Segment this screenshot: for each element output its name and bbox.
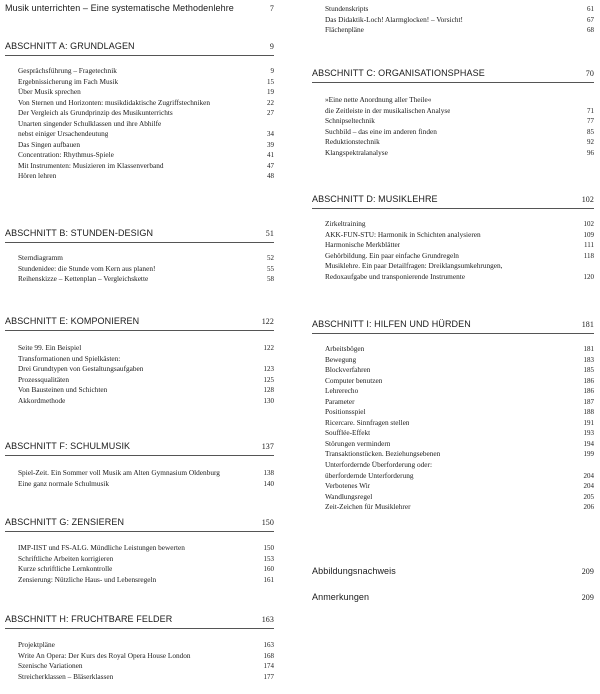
toc-entry <box>312 502 594 513</box>
entry-page: 160 <box>263 565 274 574</box>
entry-title: Projektpläne <box>18 640 55 649</box>
section-e-entries <box>5 343 274 406</box>
entry-title: Gesprächsführung – Fragetechnik <box>18 66 117 75</box>
entry-title: Bewegung <box>325 354 357 364</box>
entry-title: Seite 99. Ein Beispiel <box>18 343 82 352</box>
entry-title: Suchbild – das eine im anderen finden <box>325 126 437 136</box>
section-g-entries <box>5 543 274 585</box>
toc-entry <box>312 272 594 283</box>
tail-title: Abbildungsnachweis <box>312 566 396 576</box>
abbildungsnachweis-entry <box>312 566 594 580</box>
entry-title: »Eine nette Anordnung aller Theile« <box>325 95 432 104</box>
toc-entry <box>5 479 274 490</box>
entry-page: 123 <box>263 365 274 374</box>
entry-title: Schnipseltechnik <box>325 116 375 126</box>
entry-title: Reduktionstechnik <box>325 137 380 147</box>
toc-entry <box>312 25 594 36</box>
entry-page: 118 <box>583 251 594 260</box>
toc-entry <box>5 672 274 683</box>
entry-page: 168 <box>263 651 274 660</box>
entry-title: Klangspektralanalyse <box>325 147 388 157</box>
toc-entry <box>312 127 594 138</box>
toc-entry <box>312 344 594 355</box>
entry-title: Positionsspiel <box>325 407 366 417</box>
toc-entry <box>5 129 274 140</box>
tail-page: 209 <box>581 593 594 602</box>
toc-entry <box>5 98 274 109</box>
entry-page: 204 <box>583 482 594 491</box>
toc-entry <box>312 95 594 106</box>
entry-title: Redoxaufgabe und transponierende Instrumente <box>325 271 466 281</box>
entry-title: Szenische Variationen <box>18 661 83 671</box>
entry-title: Von Sternen und Horizonten: musikdidaktische Zugriffstechniken <box>18 97 211 107</box>
entry-title: Unterfordernde Überforderung oder: <box>325 460 432 470</box>
entry-title: Zensierung: Nützliche Haus- und Lebensregeln <box>18 574 157 584</box>
section-page: 150 <box>261 518 274 527</box>
toc-entry <box>312 428 594 439</box>
entry-title: Von Bausteinen und Schichten <box>18 385 108 395</box>
entry-title: Flächenpläne <box>325 25 364 35</box>
toc-entry <box>312 355 594 366</box>
entry-page: 48 <box>267 172 274 181</box>
entry-title: Stundenskripts <box>325 4 369 13</box>
entry-page: 163 <box>263 641 274 649</box>
entry-page: 67 <box>587 15 594 24</box>
section-page: 163 <box>261 615 274 624</box>
section-heading-e <box>5 316 274 331</box>
toc-entry <box>312 481 594 492</box>
entry-page: 187 <box>583 397 594 406</box>
toc-entry <box>5 274 274 285</box>
section-h-entries <box>5 640 274 682</box>
section-heading-a <box>5 41 274 56</box>
toc-entry <box>312 449 594 460</box>
toc-entry <box>5 554 274 565</box>
entry-page: 191 <box>583 418 594 427</box>
toc-entry <box>312 492 594 503</box>
entry-title: Concentration: Rhythmus-Spiele <box>18 150 114 160</box>
toc-entry <box>5 651 274 662</box>
section-title: ABSCHNITT C: ORGANISATIONSPHASE <box>312 68 485 78</box>
section-f-entries <box>5 468 274 489</box>
toc-entry <box>312 230 594 241</box>
toc-entry <box>312 137 594 148</box>
entry-page: 55 <box>267 264 274 273</box>
entry-title: Zeit-Zeichen für Musiklehrer <box>325 502 411 512</box>
section-heading-i <box>312 319 594 334</box>
entry-title: Gehörbildung. Ein paar einfache Grundregeln <box>325 250 459 260</box>
entry-title: Das Didaktik-Loch! Alarmglocken! – Vorsicht! <box>325 14 463 24</box>
toc-entry <box>312 407 594 418</box>
toc-entry <box>5 661 274 672</box>
entry-title: Sterndiagramm <box>18 253 63 262</box>
entry-page: 27 <box>267 109 274 118</box>
continued-entries <box>312 4 594 36</box>
entry-page: 183 <box>583 355 594 364</box>
entry-title: Eine ganz normale Schulmusik <box>18 478 109 488</box>
entry-page: 15 <box>267 77 274 86</box>
section-heading-d <box>312 194 594 209</box>
entry-page: 68 <box>587 26 594 35</box>
entry-page: 188 <box>583 408 594 417</box>
entry-page: 185 <box>583 366 594 375</box>
anmerkungen-entry <box>312 592 594 606</box>
entry-title: Blockverfahren <box>325 365 371 375</box>
toc-entry <box>312 471 594 482</box>
section-heading-g <box>5 517 274 532</box>
entry-page: 130 <box>263 396 274 405</box>
toc-entry <box>312 116 594 127</box>
toc-entry <box>5 87 274 98</box>
toc-entry <box>5 77 274 88</box>
entry-page: 186 <box>583 387 594 396</box>
toc-entry <box>5 375 274 386</box>
entry-page: 186 <box>583 376 594 385</box>
toc-entry <box>5 343 274 354</box>
toc-entry <box>312 106 594 117</box>
toc-entry <box>312 15 594 26</box>
toc-entry <box>5 468 274 479</box>
entry-page: 205 <box>583 492 594 501</box>
entry-page: 39 <box>267 140 274 149</box>
section-title: ABSCHNITT I: HILFEN UND HÜRDEN <box>312 319 471 329</box>
section-title: ABSCHNITT G: ZENSIEREN <box>5 517 125 527</box>
toc-entry <box>312 251 594 262</box>
entry-title: Akkordmethode <box>18 395 66 405</box>
entry-page: 22 <box>267 98 274 107</box>
entry-title: Schriftliche Arbeiten korrigieren <box>18 553 114 563</box>
entry-page: 102 <box>583 220 594 228</box>
entry-title: die Zeitleiste in der musikalischen Analyse <box>325 105 451 115</box>
toc-top-entry <box>5 3 274 17</box>
entry-title: Parameter <box>325 396 355 406</box>
entry-page: 58 <box>267 275 274 284</box>
entry-title: Zirkeltraining <box>325 219 366 228</box>
toc-entry <box>312 376 594 387</box>
entry-title: nebst einiger Ursachendeutung <box>18 129 109 139</box>
entry-title: Stundenidee: die Stunde vom Kern aus planen! <box>18 263 156 273</box>
entry-title: Verbotenes Wir <box>325 481 371 491</box>
entry-title: überfordernde Unterforderung <box>325 470 414 480</box>
entry-page: 85 <box>587 127 594 136</box>
entry-page: 77 <box>587 117 594 126</box>
entry-title: Kurze schriftliche Lernkontrolle <box>18 564 113 574</box>
entry-page: 206 <box>583 503 594 512</box>
entry-title: Lehrerecho <box>325 386 359 396</box>
entry-page: 181 <box>583 345 594 353</box>
toc-entry <box>5 385 274 396</box>
top-entry-page: 7 <box>269 4 274 13</box>
section-heading-f <box>5 441 274 456</box>
toc-entry <box>312 386 594 397</box>
toc-entry <box>5 119 274 130</box>
toc-entry <box>5 253 274 264</box>
top-entry-title: Musik unterrichten – Eine systematische Methodenlehre <box>5 3 234 13</box>
section-page: 181 <box>581 320 594 329</box>
toc-entry <box>312 397 594 408</box>
entry-page: 140 <box>263 479 274 488</box>
section-page: 9 <box>269 42 274 51</box>
section-page: 70 <box>585 69 594 78</box>
entry-page: 128 <box>263 386 274 395</box>
entry-title: Soufflée-Effekt <box>325 428 371 438</box>
section-heading-h <box>5 614 274 629</box>
entry-title: Spiel-Zeit. Ein Sommer voll Musik am Alten Gymnasium Oldenburg <box>18 468 220 477</box>
toc-entry <box>5 161 274 172</box>
section-a-entries <box>5 66 274 182</box>
section-page: 122 <box>261 317 274 326</box>
entry-page: 9 <box>270 67 274 75</box>
toc-entry <box>312 418 594 429</box>
section-heading-b <box>5 228 274 243</box>
section-page: 102 <box>581 195 594 204</box>
entry-title: IMP-IIST und FS-ALG. Mündliche Leistungen bewerten <box>18 543 185 552</box>
tail-page: 209 <box>581 567 594 576</box>
toc-entry <box>312 219 594 230</box>
toc-entry <box>312 4 594 15</box>
toc-entry <box>312 261 594 272</box>
toc-entry <box>312 460 594 471</box>
section-title: ABSCHNITT E: KOMPONIEREN <box>5 316 140 326</box>
entry-title: Der Vergleich als Grundprinzip des Musikunterrichts <box>18 108 173 118</box>
entry-page: 177 <box>263 672 274 681</box>
toc-entry <box>5 640 274 651</box>
entry-page: 52 <box>267 254 274 262</box>
entry-title: Ergebnissicherung im Fach Musik <box>18 76 119 86</box>
toc-entry <box>5 66 274 77</box>
section-i-entries <box>312 344 594 513</box>
entry-title: Prozessqualitäten <box>18 374 70 384</box>
entry-title: Reihenskizze – Kettenplan – Vergleichskette <box>18 274 149 284</box>
entry-page: 174 <box>263 662 274 671</box>
entry-title: Arbeitsbögen <box>325 344 365 353</box>
toc-entry <box>312 148 594 159</box>
section-c-entries <box>312 95 594 158</box>
entry-title: Computer benutzen <box>325 375 383 385</box>
toc-entry <box>5 396 274 407</box>
entry-title: AKK-FUN-STU: Harmonik in Schichten analysieren <box>325 229 481 239</box>
section-title: ABSCHNITT F: SCHULMUSIK <box>5 441 131 451</box>
entry-page: 47 <box>267 161 274 170</box>
entry-page: 193 <box>583 429 594 438</box>
entry-title: Streicherklassen – Bläserklassen <box>18 671 114 681</box>
toc-entry <box>5 575 274 586</box>
entry-page: 34 <box>267 130 274 139</box>
toc-entry <box>312 365 594 376</box>
toc-entry <box>5 543 274 554</box>
entry-page: 125 <box>263 375 274 384</box>
toc-entry <box>5 150 274 161</box>
toc-entry <box>312 439 594 450</box>
entry-title: Störungen vermindern <box>325 438 391 448</box>
entry-title: Musiklehre. Ein paar Detailfragen: Dreiklangsumkehrungen, <box>325 261 503 271</box>
entry-page: 153 <box>263 554 274 563</box>
entry-title: Wandlungsregel <box>325 491 373 501</box>
entry-page: 92 <box>587 138 594 147</box>
entry-title: Transformationen und Spielkästen: <box>18 353 121 363</box>
toc-entry <box>5 264 274 275</box>
section-title: ABSCHNITT B: STUNDEN-DESIGN <box>5 228 154 238</box>
toc-entry <box>5 140 274 151</box>
toc-entry <box>5 108 274 119</box>
entry-title: Das Singen aufbauen <box>18 139 81 149</box>
entry-title: Hören lehren <box>18 171 57 181</box>
entry-page: 204 <box>583 471 594 480</box>
entry-page: 71 <box>587 106 594 115</box>
entry-page: 109 <box>583 230 594 239</box>
entry-page: 150 <box>263 544 274 552</box>
toc-entry <box>5 171 274 182</box>
section-page: 137 <box>261 442 274 451</box>
tail-title: Anmerkungen <box>312 592 370 602</box>
entry-page: 96 <box>587 148 594 157</box>
entry-title: Mit Instrumenten: Musizieren im Klassenverband <box>18 160 164 170</box>
toc-entry <box>5 564 274 575</box>
section-d-entries <box>312 219 594 282</box>
entry-page: 199 <box>583 450 594 459</box>
entry-page: 111 <box>584 241 594 250</box>
entry-page: 41 <box>267 151 274 160</box>
entry-page: 61 <box>587 5 594 13</box>
entry-title: Harmonische Merkblätter <box>325 240 401 250</box>
entry-title: Write An Opera: Der Kurs des Royal Opera House London <box>18 650 191 660</box>
section-title: ABSCHNITT D: MUSIKLEHRE <box>312 194 438 204</box>
entry-page: 19 <box>267 88 274 97</box>
toc-entry <box>5 364 274 375</box>
entry-title: Transaktionstücken. Beziehungsebenen <box>325 449 441 459</box>
entry-title: Über Musik sprechen <box>18 87 81 97</box>
entry-title: Drei Grundtypen von Gestaltungsaufgaben <box>18 364 144 374</box>
section-title: ABSCHNITT A: GRUNDLAGEN <box>5 41 135 51</box>
entry-page: 120 <box>583 272 594 281</box>
entry-page: 194 <box>583 439 594 448</box>
entry-page: 161 <box>263 575 274 584</box>
section-b-entries <box>5 253 274 285</box>
section-title: ABSCHNITT H: FRUCHTBARE FELDER <box>5 614 173 624</box>
section-page: 51 <box>265 229 274 238</box>
toc-entry <box>5 354 274 365</box>
entry-title: Unarten singender Schulklassen und ihre Abhilfe <box>18 118 162 128</box>
entry-page: 138 <box>263 469 274 477</box>
entry-page: 122 <box>263 344 274 352</box>
entry-title: Ricercare. Sinnfragen stellen <box>325 417 410 427</box>
toc-entry <box>312 240 594 251</box>
section-heading-c <box>312 68 594 83</box>
